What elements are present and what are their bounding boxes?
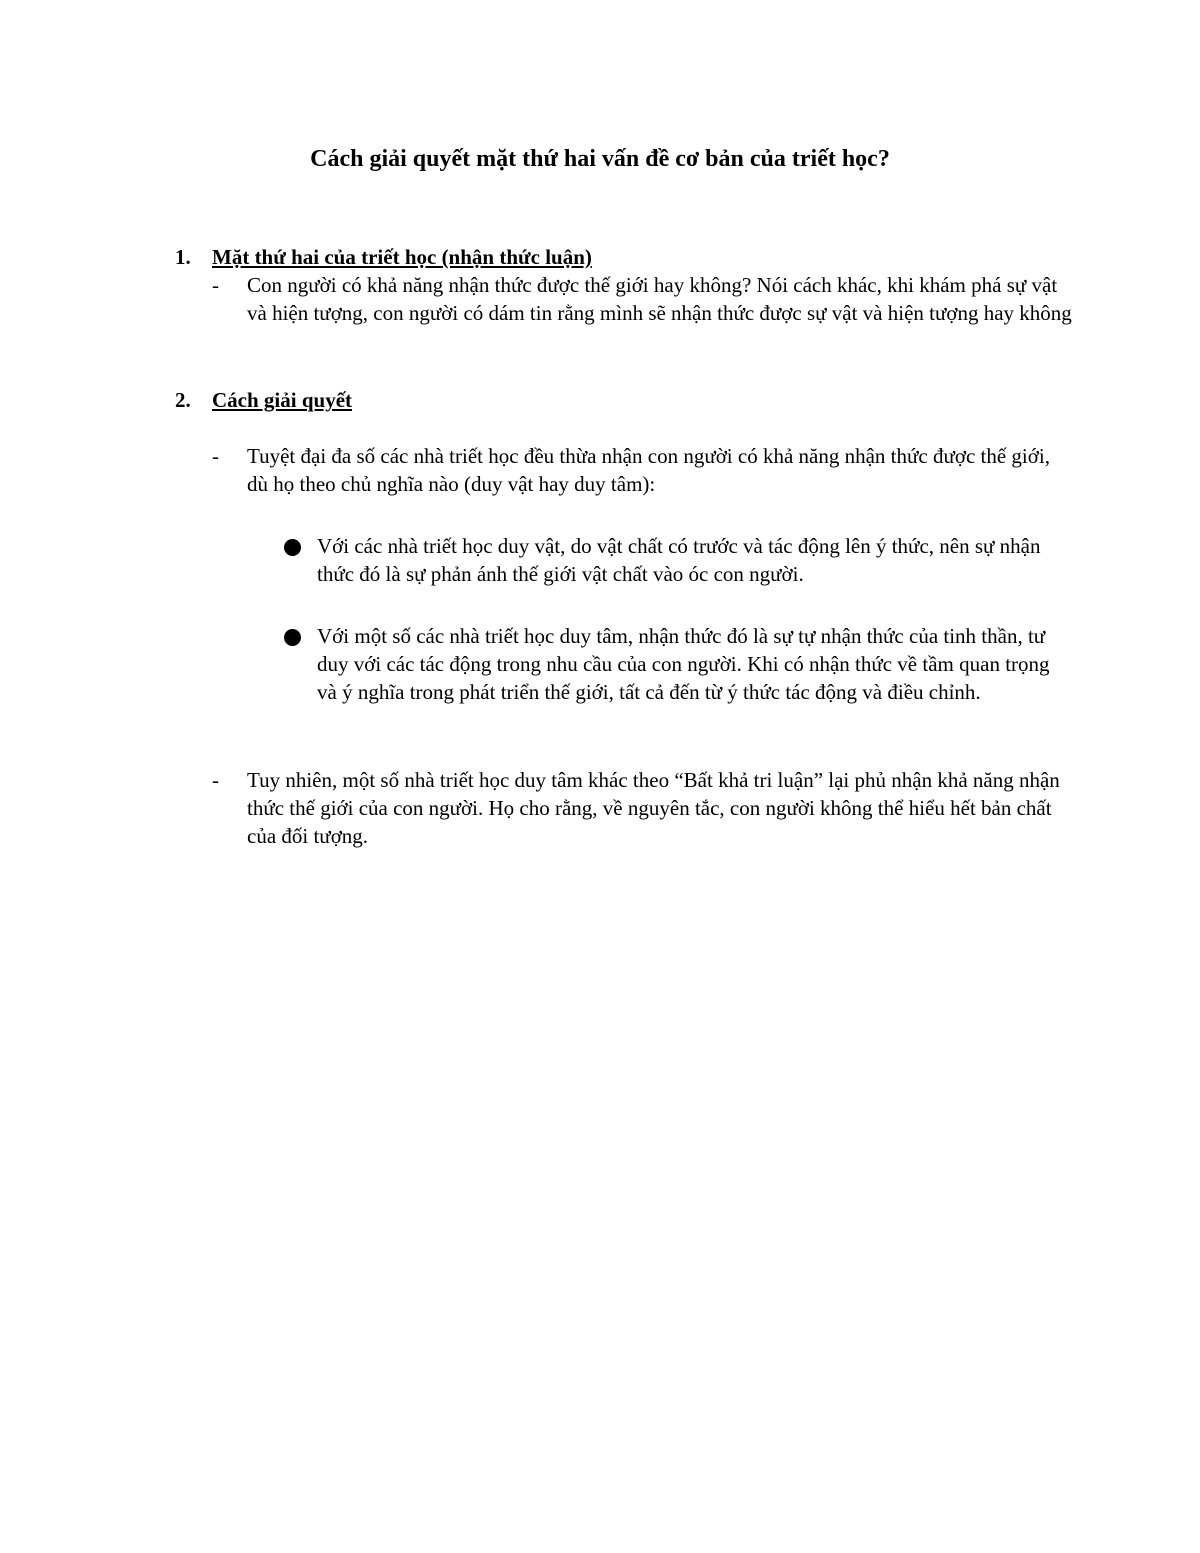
bullet-dot-icon bbox=[284, 539, 301, 556]
dash-marker: - bbox=[212, 444, 219, 468]
dash-marker: - bbox=[212, 273, 219, 297]
item-text: Tuyệt đại đa số các nhà triết học đều thừa nhận con người có khả năng nhận thức được thế giới, dù họ theo chủ nghĩa nào (duy vật hay duy tâm): bbox=[247, 444, 1050, 496]
section-1-heading bbox=[175, 243, 592, 271]
section-2-item-1 bbox=[212, 442, 1072, 498]
section-number: 1. bbox=[175, 245, 191, 269]
section-2-heading bbox=[175, 386, 352, 414]
section-heading-text: Mặt thứ hai của triết học (nhận thức luận) bbox=[212, 245, 592, 269]
item-text: Tuy nhiên, một số nhà triết học duy tâm khác theo “Bất khả tri luận” lại phủ nhận khả năng nhận thức thế giới của con người. Họ cho rằng, về nguyên tắc, con người không thể hiểu hết bản chất của đối tượng. bbox=[247, 768, 1060, 848]
bullet-dot-icon bbox=[284, 629, 301, 646]
dash-marker: - bbox=[212, 768, 219, 792]
section-heading-text: Cách giải quyết bbox=[212, 388, 353, 412]
bullet-text: Với các nhà triết học duy vật, do vật chất có trước và tác động lên ý thức, nên sự nhận thức đó là sự phản ánh thế giới vật chất vào óc con người. bbox=[317, 534, 1041, 586]
section-2-item-2 bbox=[212, 766, 1072, 850]
bullet-text: Với một số các nhà triết học duy tâm, nhận thức đó là sự tự nhận thức của tinh thần, tư duy với các tác động trong nhu cầu của con người. Khi có nhận thức về tầm quan trọng và ý nghĩa trong phát triển thế giới, tất cả đến từ ý thức tác động và điều chỉnh. bbox=[317, 624, 1050, 704]
section-1-item-1 bbox=[212, 271, 1072, 327]
bullet-item-idealist bbox=[282, 622, 1072, 706]
document-title: Cách giải quyết mặt thứ hai vấn đề cơ bản của triết học? bbox=[310, 146, 890, 172]
section-number: 2. bbox=[175, 388, 191, 412]
bullet-item-materialist bbox=[282, 532, 1072, 588]
item-text: Con người có khả năng nhận thức được thế giới hay không? Nói cách khác, khi khám phá sự vật và hiện tượng, con người có dám tin rằng mình sẽ nhận thức được sự vật và hiện tượng hay không bbox=[247, 273, 1072, 325]
